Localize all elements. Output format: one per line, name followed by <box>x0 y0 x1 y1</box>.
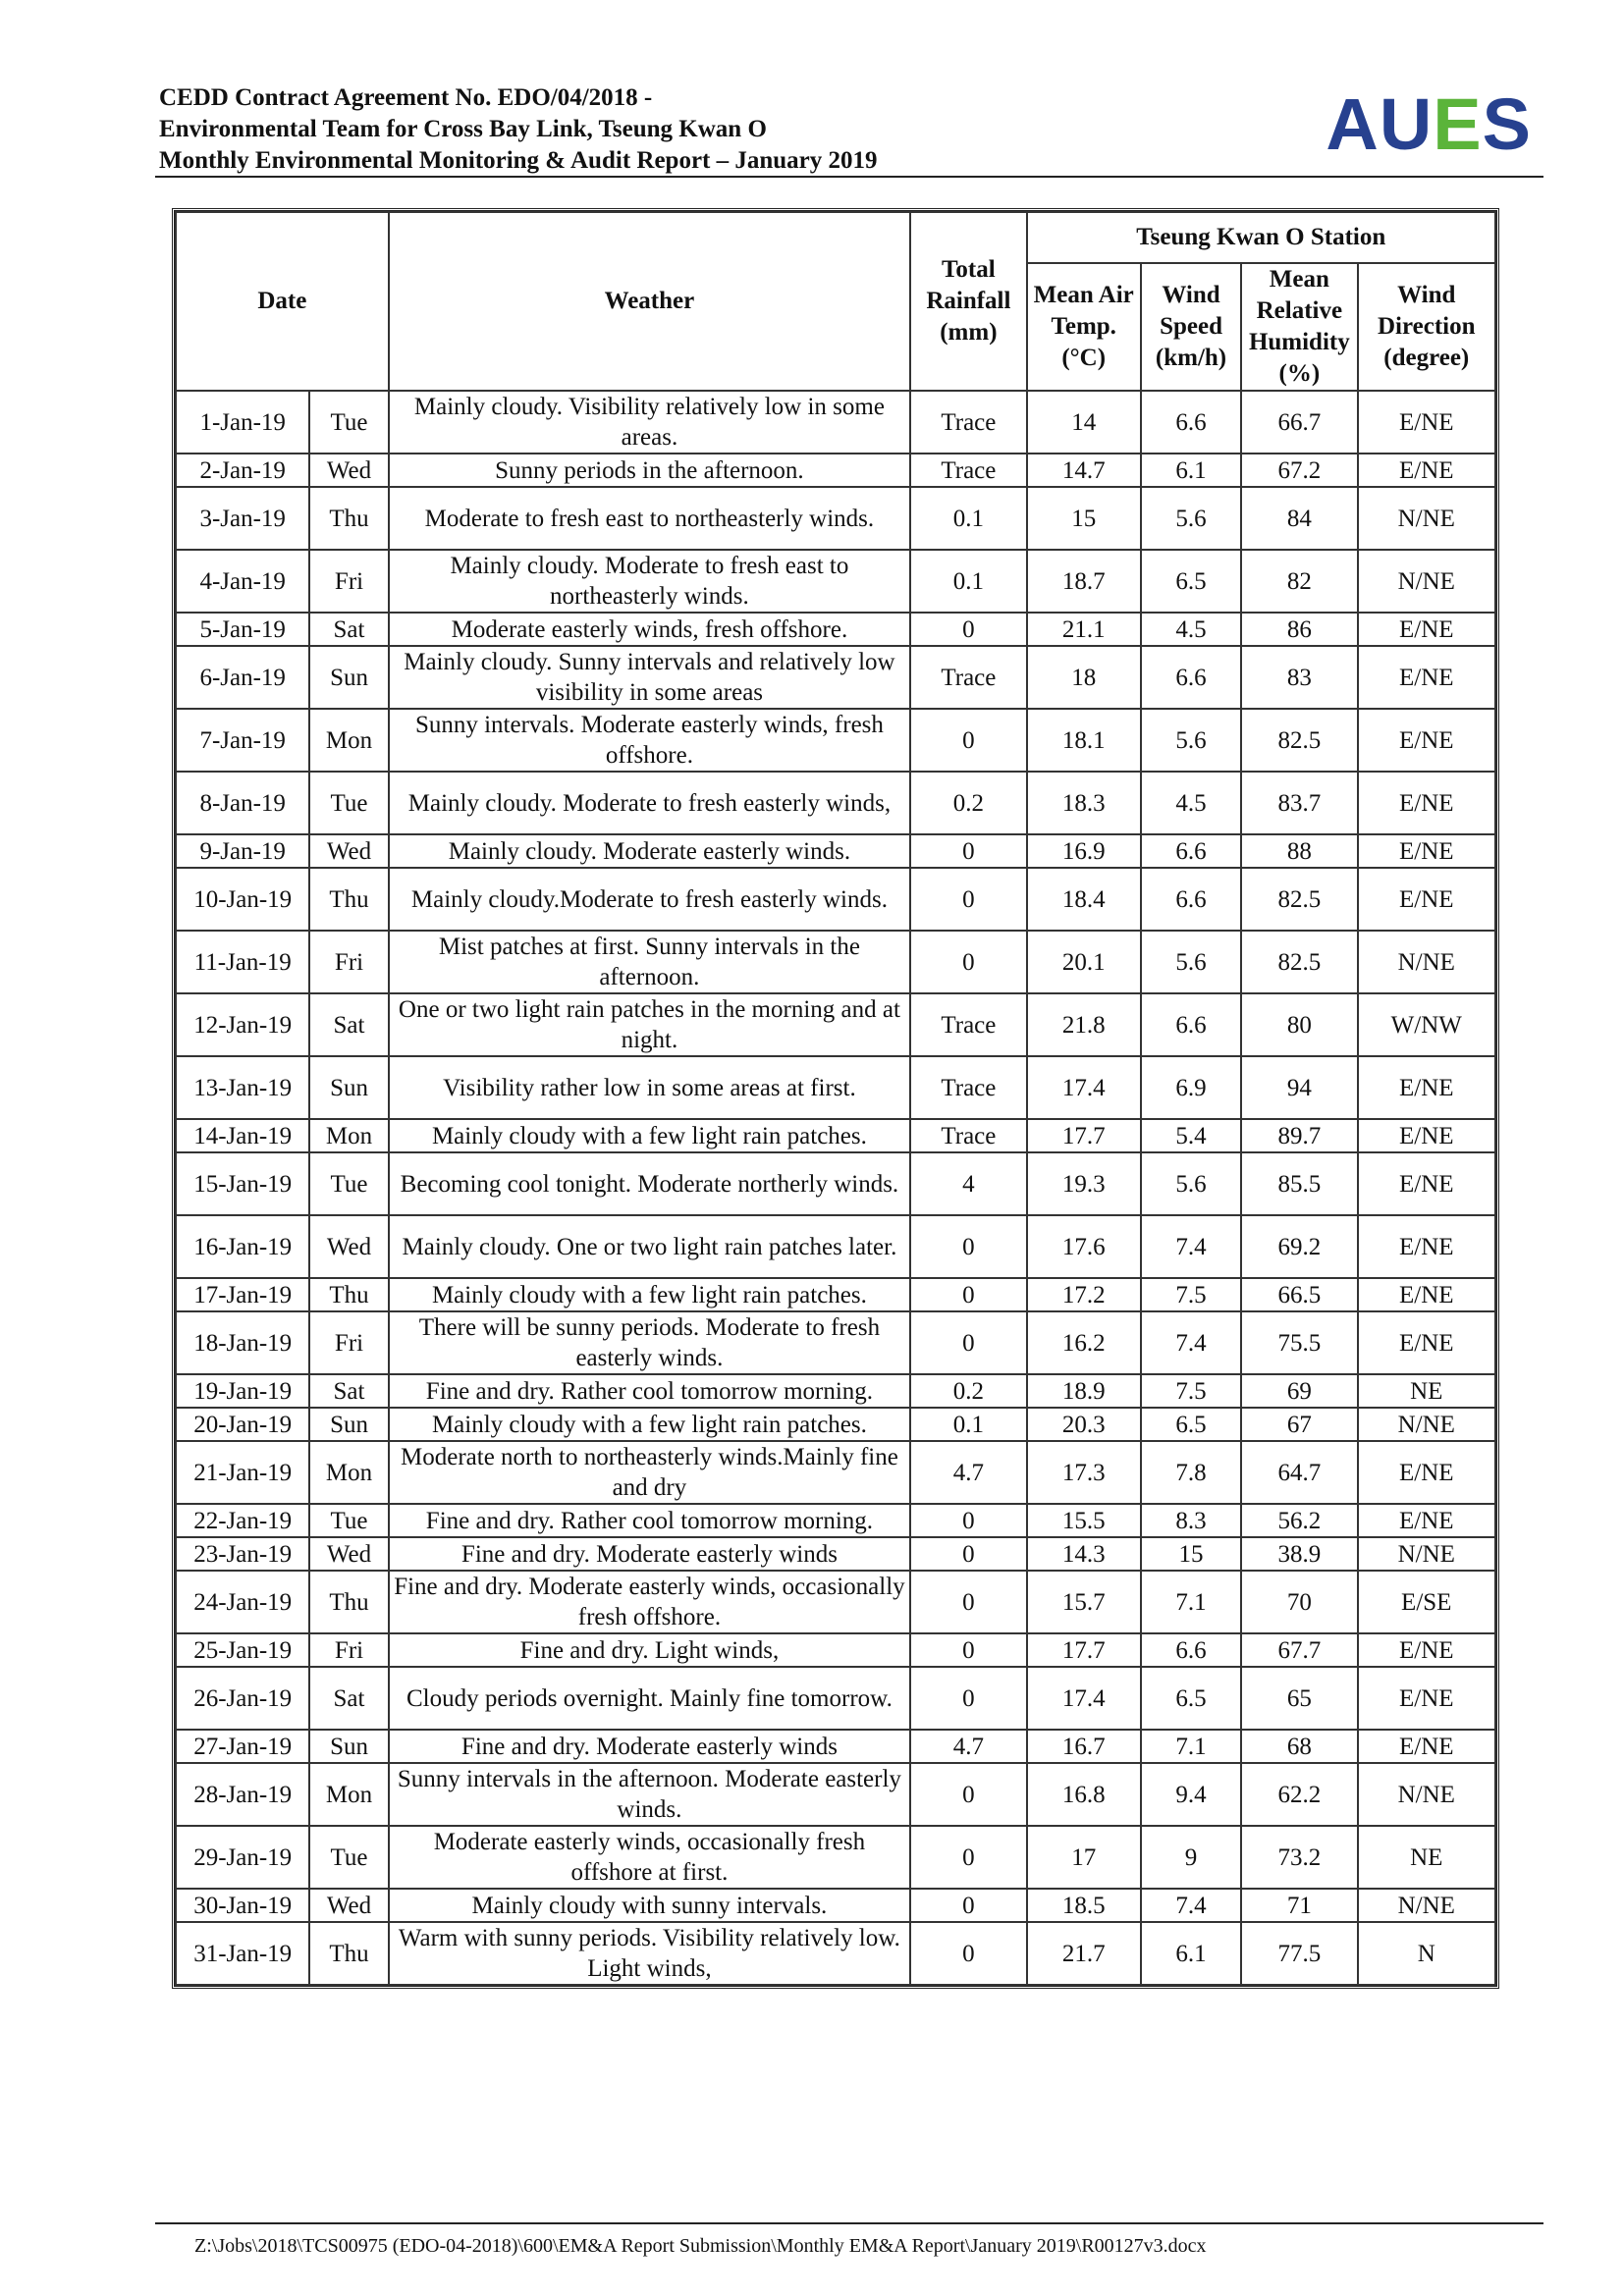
weather-cell: Mainly cloudy. Sunny intervals and relatively low visibility in some areas <box>389 646 911 709</box>
wind-direction-cell: E/NE <box>1358 1278 1495 1311</box>
date-cell: 6-Jan-19 <box>176 646 309 709</box>
humidity-cell: 89.7 <box>1241 1119 1357 1152</box>
wind-speed-cell: 5.6 <box>1141 709 1241 772</box>
day-cell: Wed <box>309 1215 388 1278</box>
wind-direction-cell: E/NE <box>1358 1730 1495 1763</box>
day-cell: Thu <box>309 1278 388 1311</box>
weather-cell: Mist patches at first. Sunny intervals in the afternoon. <box>389 931 911 993</box>
weather-cell: Sunny intervals in the afternoon. Moderate easterly winds. <box>389 1763 911 1826</box>
table-row <box>176 1667 1495 1730</box>
humidity-cell: 71 <box>1241 1889 1357 1922</box>
humidity-cell: 82 <box>1241 550 1357 613</box>
date-cell: 2-Jan-19 <box>176 454 309 487</box>
weather-cell: Mainly cloudy with a few light rain patches. <box>389 1408 911 1441</box>
date-cell: 22-Jan-19 <box>176 1504 309 1537</box>
temp-cell: 21.7 <box>1027 1922 1141 1985</box>
date-cell: 9-Jan-19 <box>176 834 309 868</box>
wind-direction-cell: E/NE <box>1358 1152 1495 1215</box>
wind-speed-cell: 5.6 <box>1141 1152 1241 1215</box>
weather-cell: Mainly cloudy. Visibility relatively low in some areas. <box>389 391 911 454</box>
wind-speed-cell: 8.3 <box>1141 1504 1241 1537</box>
rainfall-cell: 0 <box>910 1504 1026 1537</box>
col-header-humidity: Mean Relative Humidity (%) <box>1241 263 1357 391</box>
humidity-cell: 56.2 <box>1241 1504 1357 1537</box>
day-cell: Tue <box>309 772 388 834</box>
rainfall-cell: 0 <box>910 1311 1026 1374</box>
report-line: Monthly Environmental Monitoring & Audit Report – January 2019 <box>159 147 878 174</box>
rainfall-cell: Trace <box>910 646 1026 709</box>
humidity-cell: 82.5 <box>1241 931 1357 993</box>
temp-cell: 17.7 <box>1027 1633 1141 1667</box>
rainfall-cell: Trace <box>910 993 1026 1056</box>
aues-logo: AUES <box>1326 83 1532 165</box>
wind-direction-cell: E/NE <box>1358 1056 1495 1119</box>
day-cell: Mon <box>309 1763 388 1826</box>
col-header-weather: Weather <box>389 212 911 391</box>
humidity-cell: 66.5 <box>1241 1278 1357 1311</box>
wind-speed-cell: 6.6 <box>1141 834 1241 868</box>
date-cell: 17-Jan-19 <box>176 1278 309 1311</box>
rainfall-cell: 0 <box>910 1633 1026 1667</box>
rainfall-cell: Trace <box>910 1056 1026 1119</box>
wind-speed-cell: 5.4 <box>1141 1119 1241 1152</box>
wind-direction-cell: E/NE <box>1358 1441 1495 1504</box>
footer-divider <box>155 2222 1543 2224</box>
contract-line: CEDD Contract Agreement No. EDO/04/2018 - <box>159 84 653 111</box>
temp-cell: 21.8 <box>1027 993 1141 1056</box>
humidity-cell: 94 <box>1241 1056 1357 1119</box>
temp-cell: 17.3 <box>1027 1441 1141 1504</box>
day-cell: Tue <box>309 1152 388 1215</box>
wind-speed-cell: 7.5 <box>1141 1278 1241 1311</box>
weather-cell: Mainly cloudy. Moderate to fresh east to northeasterly winds. <box>389 550 911 613</box>
temp-cell: 17.7 <box>1027 1119 1141 1152</box>
date-cell: 12-Jan-19 <box>176 993 309 1056</box>
humidity-cell: 65 <box>1241 1667 1357 1730</box>
day-cell: Thu <box>309 487 388 550</box>
rainfall-cell: 0 <box>910 931 1026 993</box>
day-cell: Sat <box>309 993 388 1056</box>
weather-cell: Moderate easterly winds, occasionally fresh offshore at first. <box>389 1826 911 1889</box>
wind-speed-cell: 6.6 <box>1141 868 1241 931</box>
weather-cell: Fine and dry. Light winds, <box>389 1633 911 1667</box>
temp-cell: 18.3 <box>1027 772 1141 834</box>
humidity-cell: 77.5 <box>1241 1922 1357 1985</box>
wind-direction-cell: N/NE <box>1358 1408 1495 1441</box>
wind-speed-cell: 7.1 <box>1141 1730 1241 1763</box>
rainfall-cell: 0 <box>910 868 1026 931</box>
date-cell: 10-Jan-19 <box>176 868 309 931</box>
table-row <box>176 931 1495 993</box>
table-row <box>176 1311 1495 1374</box>
date-cell: 8-Jan-19 <box>176 772 309 834</box>
page-header <box>159 82 1545 177</box>
table-row <box>176 993 1495 1056</box>
wind-direction-cell: E/NE <box>1358 1119 1495 1152</box>
table-row <box>176 1056 1495 1119</box>
day-cell: Fri <box>309 1633 388 1667</box>
wind-speed-cell: 7.8 <box>1141 1441 1241 1504</box>
temp-cell: 16.9 <box>1027 834 1141 868</box>
weather-cell: There will be sunny periods. Moderate to fresh easterly winds. <box>389 1311 911 1374</box>
rainfall-cell: 0 <box>910 709 1026 772</box>
temp-cell: 18.7 <box>1027 550 1141 613</box>
weather-cell: Becoming cool tonight. Moderate northerly winds. <box>389 1152 911 1215</box>
wind-direction-cell: E/NE <box>1358 868 1495 931</box>
wind-direction-cell: E/NE <box>1358 1215 1495 1278</box>
col-header-date: Date <box>176 212 389 391</box>
table-row <box>176 487 1495 550</box>
date-cell: 16-Jan-19 <box>176 1215 309 1278</box>
rainfall-cell: 4.7 <box>910 1730 1026 1763</box>
table-row <box>176 772 1495 834</box>
col-header-wind-direction: Wind Direction (degree) <box>1358 263 1495 391</box>
rainfall-cell: 0 <box>910 1667 1026 1730</box>
weather-cell: Mainly cloudy. Moderate to fresh easterly winds, <box>389 772 911 834</box>
table-row <box>176 613 1495 646</box>
wind-direction-cell: N/NE <box>1358 931 1495 993</box>
wind-speed-cell: 4.5 <box>1141 613 1241 646</box>
date-cell: 14-Jan-19 <box>176 1119 309 1152</box>
day-cell: Wed <box>309 454 388 487</box>
wind-speed-cell: 5.6 <box>1141 487 1241 550</box>
humidity-cell: 82.5 <box>1241 868 1357 931</box>
weather-cell: Mainly cloudy. One or two light rain patches later. <box>389 1215 911 1278</box>
temp-cell: 17.2 <box>1027 1278 1141 1311</box>
rainfall-cell: 4 <box>910 1152 1026 1215</box>
humidity-cell: 67.7 <box>1241 1633 1357 1667</box>
wind-direction-cell: E/NE <box>1358 613 1495 646</box>
table-row <box>176 1889 1495 1922</box>
weather-cell: Mainly cloudy with a few light rain patches. <box>389 1278 911 1311</box>
rainfall-cell: 0.1 <box>910 550 1026 613</box>
date-cell: 15-Jan-19 <box>176 1152 309 1215</box>
weather-cell: Visibility rather low in some areas at first. <box>389 1056 911 1119</box>
table-row <box>176 1374 1495 1408</box>
rainfall-cell: 0 <box>910 1763 1026 1826</box>
weather-cell: Sunny intervals. Moderate easterly winds, fresh offshore. <box>389 709 911 772</box>
wind-speed-cell: 7.1 <box>1141 1571 1241 1633</box>
temp-cell: 16.7 <box>1027 1730 1141 1763</box>
header-divider <box>155 176 1543 178</box>
day-cell: Wed <box>309 1537 388 1571</box>
wind-direction-cell: W/NW <box>1358 993 1495 1056</box>
table-row <box>176 1922 1495 1985</box>
date-cell: 25-Jan-19 <box>176 1633 309 1667</box>
humidity-cell: 83 <box>1241 646 1357 709</box>
weather-cell: Moderate north to northeasterly winds.Mainly fine and dry <box>389 1441 911 1504</box>
temp-cell: 18.4 <box>1027 868 1141 931</box>
table-row <box>176 1504 1495 1537</box>
temp-cell: 17.4 <box>1027 1056 1141 1119</box>
rainfall-cell: 0.2 <box>910 772 1026 834</box>
wind-direction-cell: E/NE <box>1358 1311 1495 1374</box>
weather-cell: Mainly cloudy with sunny intervals. <box>389 1889 911 1922</box>
rainfall-cell: 0.1 <box>910 1408 1026 1441</box>
day-cell: Fri <box>309 931 388 993</box>
temp-cell: 17 <box>1027 1826 1141 1889</box>
day-cell: Sat <box>309 1374 388 1408</box>
weather-cell: Mainly cloudy with a few light rain patches. <box>389 1119 911 1152</box>
wind-speed-cell: 6.6 <box>1141 993 1241 1056</box>
temp-cell: 14.7 <box>1027 454 1141 487</box>
wind-speed-cell: 7.4 <box>1141 1889 1241 1922</box>
weather-cell: Cloudy periods overnight. Mainly fine tomorrow. <box>389 1667 911 1730</box>
day-cell: Sat <box>309 613 388 646</box>
temp-cell: 20.1 <box>1027 931 1141 993</box>
humidity-cell: 70 <box>1241 1571 1357 1633</box>
wind-speed-cell: 6.5 <box>1141 1408 1241 1441</box>
humidity-cell: 86 <box>1241 613 1357 646</box>
temp-cell: 18.5 <box>1027 1889 1141 1922</box>
date-cell: 21-Jan-19 <box>176 1441 309 1504</box>
date-cell: 18-Jan-19 <box>176 1311 309 1374</box>
humidity-cell: 67.2 <box>1241 454 1357 487</box>
temp-cell: 18.9 <box>1027 1374 1141 1408</box>
weather-cell: Moderate to fresh east to northeasterly winds. <box>389 487 911 550</box>
col-header-rainfall: Total Rainfall (mm) <box>910 212 1026 391</box>
day-cell: Fri <box>309 1311 388 1374</box>
date-cell: 26-Jan-19 <box>176 1667 309 1730</box>
rainfall-cell: 0 <box>910 1215 1026 1278</box>
wind-speed-cell: 6.5 <box>1141 550 1241 613</box>
wind-speed-cell: 15 <box>1141 1537 1241 1571</box>
day-cell: Sun <box>309 1730 388 1763</box>
date-cell: 13-Jan-19 <box>176 1056 309 1119</box>
wind-direction-cell: E/NE <box>1358 454 1495 487</box>
weather-table-frame <box>172 208 1499 1989</box>
wind-speed-cell: 7.4 <box>1141 1215 1241 1278</box>
wind-direction-cell: N/NE <box>1358 550 1495 613</box>
temp-cell: 14 <box>1027 391 1141 454</box>
col-header-station: Tseung Kwan O Station <box>1027 212 1495 263</box>
table-row <box>176 1408 1495 1441</box>
day-cell: Tue <box>309 391 388 454</box>
date-cell: 19-Jan-19 <box>176 1374 309 1408</box>
rainfall-cell: 0 <box>910 1826 1026 1889</box>
humidity-cell: 64.7 <box>1241 1441 1357 1504</box>
rainfall-cell: 0 <box>910 613 1026 646</box>
wind-direction-cell: N/NE <box>1358 1763 1495 1826</box>
date-cell: 29-Jan-19 <box>176 1826 309 1889</box>
day-cell: Wed <box>309 1889 388 1922</box>
table-row <box>176 1152 1495 1215</box>
humidity-cell: 83.7 <box>1241 772 1357 834</box>
team-line: Environmental Team for Cross Bay Link, Tseung Kwan O <box>159 116 767 142</box>
humidity-cell: 68 <box>1241 1730 1357 1763</box>
wind-direction-cell: E/NE <box>1358 1633 1495 1667</box>
weather-cell: Mainly cloudy. Moderate easterly winds. <box>389 834 911 868</box>
day-cell: Fri <box>309 550 388 613</box>
wind-direction-cell: N/NE <box>1358 487 1495 550</box>
temp-cell: 19.3 <box>1027 1152 1141 1215</box>
day-cell: Sun <box>309 1056 388 1119</box>
rainfall-cell: 0 <box>910 1537 1026 1571</box>
rainfall-cell: 0.1 <box>910 487 1026 550</box>
date-cell: 20-Jan-19 <box>176 1408 309 1441</box>
humidity-cell: 75.5 <box>1241 1311 1357 1374</box>
day-cell: Tue <box>309 1826 388 1889</box>
day-cell: Mon <box>309 709 388 772</box>
day-cell: Tue <box>309 1504 388 1537</box>
wind-speed-cell: 6.1 <box>1141 1922 1241 1985</box>
humidity-cell: 67 <box>1241 1408 1357 1441</box>
temp-cell: 18 <box>1027 646 1141 709</box>
table-row <box>176 709 1495 772</box>
date-cell: 3-Jan-19 <box>176 487 309 550</box>
weather-cell: Fine and dry. Moderate easterly winds <box>389 1730 911 1763</box>
table-row <box>176 1730 1495 1763</box>
table-row <box>176 1278 1495 1311</box>
wind-speed-cell: 7.5 <box>1141 1374 1241 1408</box>
temp-cell: 16.2 <box>1027 1311 1141 1374</box>
table-row <box>176 454 1495 487</box>
temp-cell: 16.8 <box>1027 1763 1141 1826</box>
humidity-cell: 38.9 <box>1241 1537 1357 1571</box>
rainfall-cell: 0 <box>910 1571 1026 1633</box>
humidity-cell: 80 <box>1241 993 1357 1056</box>
day-cell: Sat <box>309 1667 388 1730</box>
wind-speed-cell: 6.1 <box>1141 454 1241 487</box>
table-row <box>176 1763 1495 1826</box>
table-row <box>176 550 1495 613</box>
wind-direction-cell: E/NE <box>1358 772 1495 834</box>
rainfall-cell: 4.7 <box>910 1441 1026 1504</box>
wind-direction-cell: N <box>1358 1922 1495 1985</box>
day-cell: Sun <box>309 646 388 709</box>
day-cell: Wed <box>309 834 388 868</box>
table-row <box>176 868 1495 931</box>
date-cell: 11-Jan-19 <box>176 931 309 993</box>
temp-cell: 15.7 <box>1027 1571 1141 1633</box>
weather-cell: One or two light rain patches in the morning and at night. <box>389 993 911 1056</box>
temp-cell: 21.1 <box>1027 613 1141 646</box>
date-cell: 24-Jan-19 <box>176 1571 309 1633</box>
weather-cell: Sunny periods in the afternoon. <box>389 454 911 487</box>
wind-direction-cell: NE <box>1358 1374 1495 1408</box>
date-cell: 4-Jan-19 <box>176 550 309 613</box>
col-header-wind-speed: Wind Speed (km/h) <box>1141 263 1241 391</box>
temp-cell: 20.3 <box>1027 1408 1141 1441</box>
rainfall-cell: Trace <box>910 1119 1026 1152</box>
date-cell: 5-Jan-19 <box>176 613 309 646</box>
temp-cell: 14.3 <box>1027 1537 1141 1571</box>
temp-cell: 18.1 <box>1027 709 1141 772</box>
rainfall-cell: 0 <box>910 834 1026 868</box>
table-row <box>176 1826 1495 1889</box>
report-title-block <box>159 82 878 177</box>
wind-speed-cell: 9 <box>1141 1826 1241 1889</box>
file-path-footer: Z:\Jobs\2018\TCS00975 (EDO-04-2018)\600\EM&A Report Submission\Monthly EM&A Report\January 2019\R00127v3.docx <box>194 2235 1207 2257</box>
wind-direction-cell: E/NE <box>1358 1504 1495 1537</box>
temp-cell: 15.5 <box>1027 1504 1141 1537</box>
wind-speed-cell: 6.6 <box>1141 391 1241 454</box>
table-row <box>176 1119 1495 1152</box>
table-row <box>176 1441 1495 1504</box>
date-cell: 30-Jan-19 <box>176 1889 309 1922</box>
wind-direction-cell: E/NE <box>1358 646 1495 709</box>
wind-speed-cell: 6.6 <box>1141 646 1241 709</box>
wind-speed-cell: 6.9 <box>1141 1056 1241 1119</box>
table-row <box>176 1571 1495 1633</box>
humidity-cell: 73.2 <box>1241 1826 1357 1889</box>
temp-cell: 17.4 <box>1027 1667 1141 1730</box>
col-header-temp: Mean Air Temp. (°C) <box>1027 263 1141 391</box>
humidity-cell: 69 <box>1241 1374 1357 1408</box>
wind-direction-cell: E/NE <box>1358 1667 1495 1730</box>
rainfall-cell: 0 <box>910 1922 1026 1985</box>
humidity-cell: 82.5 <box>1241 709 1357 772</box>
humidity-cell: 69.2 <box>1241 1215 1357 1278</box>
day-cell: Sun <box>309 1408 388 1441</box>
date-cell: 1-Jan-19 <box>176 391 309 454</box>
temp-cell: 15 <box>1027 487 1141 550</box>
table-row <box>176 1633 1495 1667</box>
humidity-cell: 84 <box>1241 487 1357 550</box>
humidity-cell: 62.2 <box>1241 1763 1357 1826</box>
table-row <box>176 391 1495 454</box>
humidity-cell: 88 <box>1241 834 1357 868</box>
temp-cell: 17.6 <box>1027 1215 1141 1278</box>
wind-direction-cell: N/NE <box>1358 1889 1495 1922</box>
wind-speed-cell: 6.5 <box>1141 1667 1241 1730</box>
rainfall-cell: 0 <box>910 1278 1026 1311</box>
humidity-cell: 85.5 <box>1241 1152 1357 1215</box>
wind-direction-cell: NE <box>1358 1826 1495 1889</box>
rainfall-cell: 0.2 <box>910 1374 1026 1408</box>
rainfall-cell: Trace <box>910 391 1026 454</box>
date-cell: 28-Jan-19 <box>176 1763 309 1826</box>
weather-cell: Fine and dry. Rather cool tomorrow morning. <box>389 1504 911 1537</box>
weather-cell: Fine and dry. Moderate easterly winds <box>389 1537 911 1571</box>
day-cell: Mon <box>309 1441 388 1504</box>
wind-speed-cell: 6.6 <box>1141 1633 1241 1667</box>
table-row <box>176 1215 1495 1278</box>
wind-speed-cell: 4.5 <box>1141 772 1241 834</box>
date-cell: 27-Jan-19 <box>176 1730 309 1763</box>
weather-table-body <box>176 391 1495 1985</box>
day-cell: Thu <box>309 1571 388 1633</box>
wind-speed-cell: 7.4 <box>1141 1311 1241 1374</box>
date-cell: 7-Jan-19 <box>176 709 309 772</box>
date-cell: 23-Jan-19 <box>176 1537 309 1571</box>
day-cell: Thu <box>309 868 388 931</box>
rainfall-cell: Trace <box>910 454 1026 487</box>
weather-cell: Fine and dry. Rather cool tomorrow morning. <box>389 1374 911 1408</box>
humidity-cell: 66.7 <box>1241 391 1357 454</box>
wind-speed-cell: 5.6 <box>1141 931 1241 993</box>
weather-cell: Fine and dry. Moderate easterly winds, occasionally fresh offshore. <box>389 1571 911 1633</box>
wind-speed-cell: 9.4 <box>1141 1763 1241 1826</box>
wind-direction-cell: E/NE <box>1358 834 1495 868</box>
weather-cell: Mainly cloudy.Moderate to fresh easterly winds. <box>389 868 911 931</box>
table-row <box>176 1537 1495 1571</box>
weather-cell: Warm with sunny periods. Visibility relatively low. Light winds, <box>389 1922 911 1985</box>
wind-direction-cell: E/NE <box>1358 709 1495 772</box>
day-cell: Mon <box>309 1119 388 1152</box>
date-cell: 31-Jan-19 <box>176 1922 309 1985</box>
weather-cell: Moderate easterly winds, fresh offshore. <box>389 613 911 646</box>
table-row <box>176 646 1495 709</box>
day-cell: Thu <box>309 1922 388 1985</box>
wind-direction-cell: E/NE <box>1358 391 1495 454</box>
weather-table <box>175 211 1496 1986</box>
wind-direction-cell: E/SE <box>1358 1571 1495 1633</box>
rainfall-cell: 0 <box>910 1889 1026 1922</box>
wind-direction-cell: N/NE <box>1358 1537 1495 1571</box>
table-row <box>176 834 1495 868</box>
